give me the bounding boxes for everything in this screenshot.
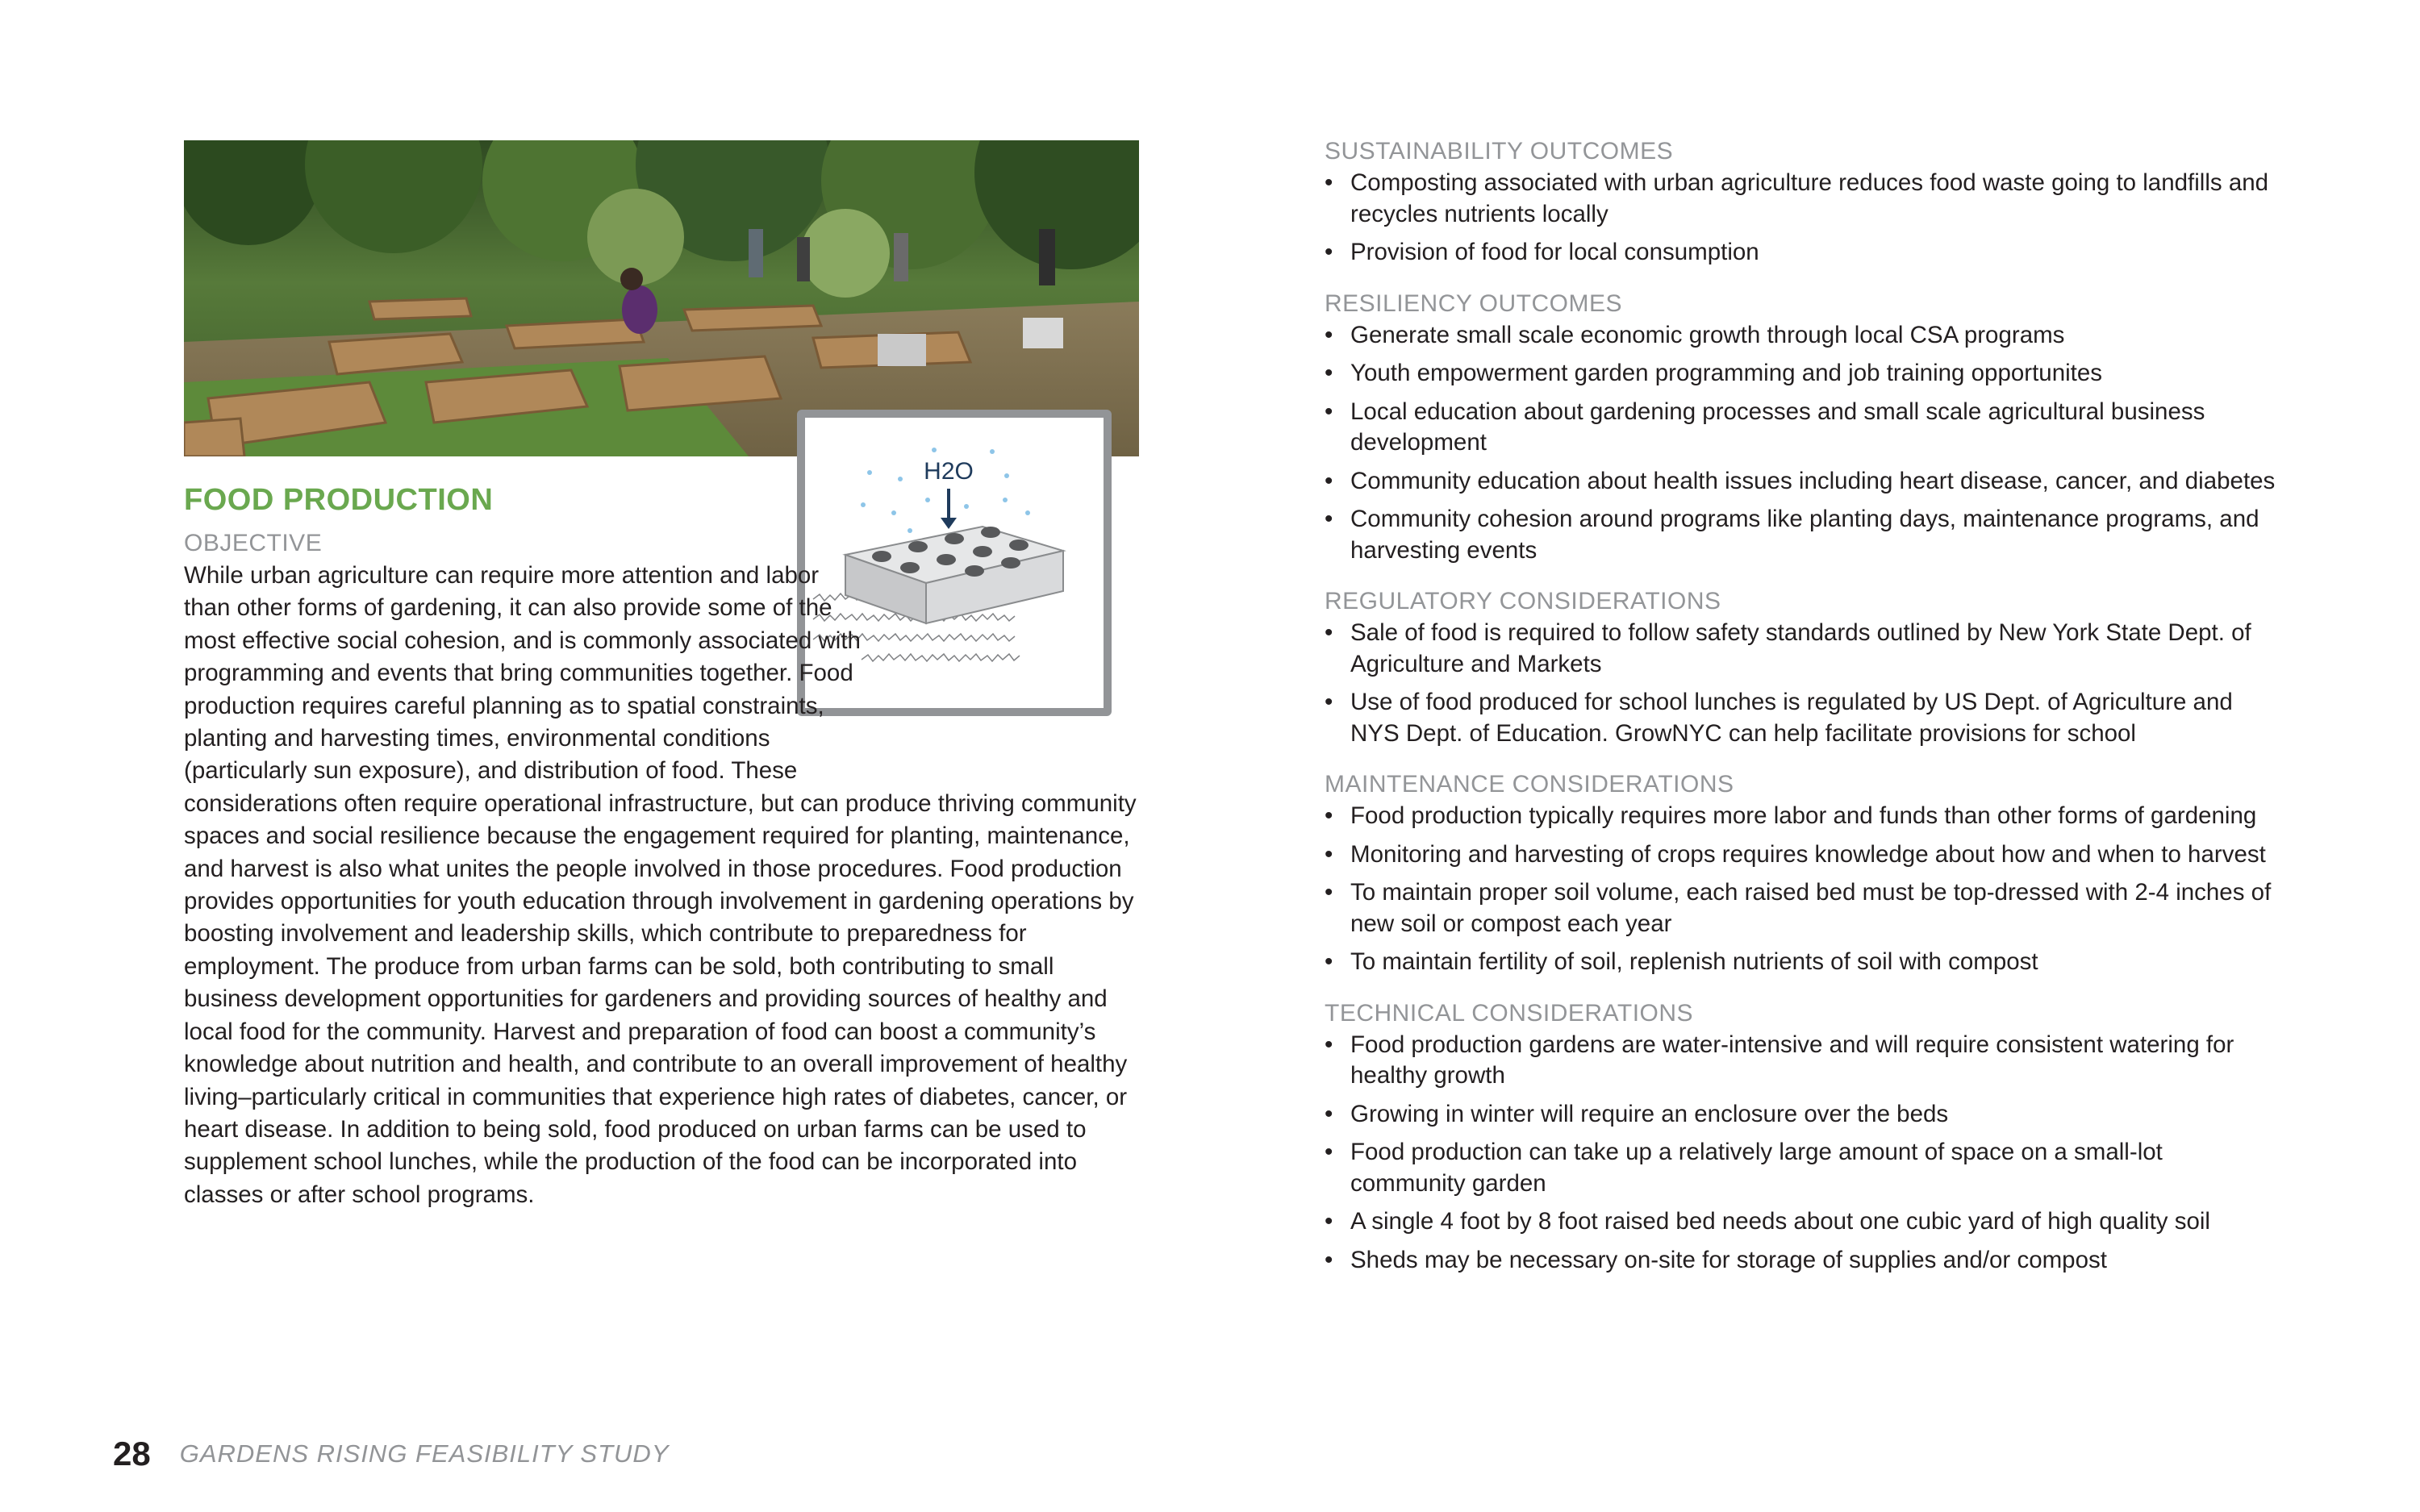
- list-item: • A single 4 foot by 8 foot raised bed needs about one cubic yard of high quality soil: [1325, 1206, 2276, 1238]
- section-title: FOOD PRODUCTION: [184, 483, 494, 517]
- bullet-list: [1325, 618, 2276, 749]
- list-item: • Youth empowerment garden programming and job training opportunites: [1325, 358, 2276, 389]
- list-item: • To maintain fertility of soil, replenish nutrients of soil with compost: [1325, 947, 2276, 978]
- bullet-list: [1325, 320, 2276, 567]
- bullet-list: [1325, 168, 2276, 269]
- list-item: • Growing in winter will require an enclosure over the beds: [1325, 1099, 2276, 1131]
- list-item: • Use of food produced for school lunches is regulated by US Dept. of Agriculture and NYS Dept. of Education. GrowNYC can help facilitate provisions for school: [1325, 687, 2276, 749]
- page-footer: [113, 1430, 670, 1478]
- list-item: • Community cohesion around programs like planting days, maintenance programs, and harvesting events: [1325, 504, 2276, 566]
- section-heading: MAINTENANCE CONSIDERATIONS: [1325, 771, 1734, 798]
- section-heading: RESILIENCY OUTCOMES: [1325, 289, 1623, 317]
- list-item: • Sale of food is required to follow safety standards outlined by New York State Dept. of Agriculture and Markets: [1325, 618, 2276, 680]
- section-heading: REGULATORY CONSIDERATIONS: [1325, 588, 1721, 614]
- list-item: • Generate small scale economic growth through local CSA programs: [1325, 320, 2276, 352]
- regulatory-section: [1325, 585, 2276, 749]
- list-item: • Composting associated with urban agriculture reduces food waste going to landfills and recycles nutrients locally: [1325, 168, 2276, 230]
- list-item: • Community education about health issues including heart disease, cancer, and diabetes: [1325, 466, 2276, 498]
- objective-body: [184, 560, 1144, 1211]
- resiliency-section: [1325, 288, 2276, 567]
- section-heading: TECHNICAL CONSIDERATIONS: [1325, 999, 1694, 1027]
- page-number: 28: [113, 1435, 151, 1472]
- list-item: • Local education about gardening processes and small scale agricultural business development: [1325, 397, 2276, 459]
- right-column: [1325, 135, 2276, 1295]
- list-item: • Food production gardens are water-intensive and will require consistent watering for healthy growth: [1325, 1030, 2276, 1092]
- technical-section: [1325, 998, 2276, 1277]
- list-item: • Monitoring and harvesting of crops requires knowledge about how and when to harvest: [1325, 839, 2276, 871]
- objective-text: While urban agriculture can require more attention and labor than other forms of gardening, it can also provide some of the most effective social cohesion, and is commonly associated with programming and events that bring communities together. Food production requires careful planning as to spatial constraints, planting and harvesting times, environmental conditions (particularly sun exposure), and distribution of food. These considerations often require operational infrastructure, but can produce thriving community spaces and social resilience because the engagement required for planting, maintenance, and harvest is also what unites the people involved in those procedures. Food production provides opportunities for youth education through involvement in gardening operations by boosting involvement and leadership skills, which contribute to preparedness for employment. The produce from urban farms can be sold, both contributing to small business development opportunities for gardeners and providing sources of healthy and local food for the community. Harvest and preparation of food can boost a community’s knowledge about nutrition and health, and contribute to an overall improvement of healthy living–particularly critical in communities that experience high rates of diabetes, cancer, or heart disease. In addition to being sold, food produced on urban farms can be used to supplement school lunches, while the production of the food can be incorporated into classes or after school programs.: [184, 562, 1137, 1208]
- section-heading: SUSTAINABILITY OUTCOMES: [1325, 138, 1674, 165]
- list-item: • Food production typically requires more labor and funds than other forms of gardening: [1325, 801, 2276, 832]
- left-column: [184, 477, 1144, 1211]
- h2o-label: H2O: [924, 458, 974, 485]
- list-item: • Sheds may be necessary on-site for storage of supplies and/or compost: [1325, 1245, 2276, 1277]
- list-item: • Food production can take up a relatively large amount of space on a small-lot community garden: [1325, 1137, 2276, 1199]
- list-item: • Provision of food for local consumption: [1325, 237, 2276, 269]
- bullet-list: [1325, 801, 2276, 978]
- bullet-list: [1325, 1030, 2276, 1277]
- maintenance-section: [1325, 768, 2276, 978]
- sustainability-section: [1325, 135, 2276, 269]
- objective-label: OBJECTIVE: [184, 530, 323, 556]
- list-item: • To maintain proper soil volume, each raised bed must be top-dressed with 2-4 inches of new soil or compost each year: [1325, 877, 2276, 939]
- document-title: GARDENS RISING FEASIBILITY STUDY: [179, 1439, 670, 1468]
